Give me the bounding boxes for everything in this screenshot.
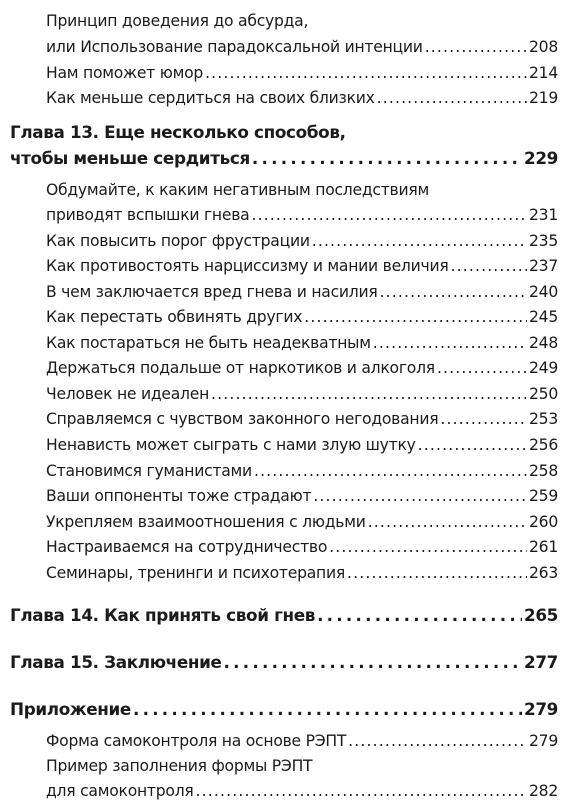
chapter-14-heading bbox=[10, 605, 558, 625]
toc-entry-title: Ненависть может сыграть с нами злую шутку bbox=[46, 436, 416, 454]
chapter-page-number: 279 bbox=[524, 699, 558, 719]
toc-entry-opponents bbox=[46, 487, 558, 505]
chapter-title: Глава 13. Еще несколько способов, bbox=[10, 122, 346, 142]
toc-entry-self-control bbox=[46, 782, 558, 800]
chapter-title: Глава 15. Заключение bbox=[10, 652, 222, 672]
toc-entry-title: Пример заполнения формы РЭПТ bbox=[46, 757, 313, 775]
toc-entry-paradoxical-intention bbox=[46, 38, 558, 56]
toc-page-number: 240 bbox=[528, 283, 558, 301]
toc-entry-not-inadequate bbox=[46, 334, 558, 352]
toc-entry-title: Ваши оппоненты тоже страдают bbox=[46, 487, 312, 505]
toc-page-number: 260 bbox=[528, 513, 558, 531]
dot-leader bbox=[252, 148, 522, 168]
toc-entry-humor bbox=[46, 64, 558, 82]
toc-entry-rept-form bbox=[46, 732, 558, 750]
dot-leader bbox=[304, 308, 527, 326]
dot-leader bbox=[251, 206, 527, 224]
toc-entry-title: Как перестать обвинять других bbox=[46, 308, 303, 326]
dot-leader bbox=[377, 89, 527, 107]
toc-entry-stop-blaming bbox=[46, 308, 558, 326]
toc-entry-loved-ones bbox=[46, 89, 558, 107]
dot-leader bbox=[368, 513, 527, 531]
dot-leader bbox=[133, 699, 522, 719]
toc-page-number: 261 bbox=[528, 538, 558, 556]
toc-entry-title: Принцип доведения до абсурда, bbox=[46, 12, 309, 30]
dot-leader bbox=[440, 410, 527, 428]
chapter-13-heading-line-1 bbox=[10, 122, 558, 142]
dot-leader bbox=[313, 487, 527, 505]
dot-leader bbox=[373, 334, 527, 352]
toc-page-number: 219 bbox=[528, 89, 558, 107]
dot-leader bbox=[380, 283, 527, 301]
toc-entry-title: Укрепляем взаимоотношения с людьми bbox=[46, 513, 366, 531]
toc-entry-title: Семинары, тренинги и психотерапия bbox=[46, 564, 345, 582]
toc-entry-absurd-principle bbox=[46, 12, 558, 30]
toc-entry-title: Справляемся с чувством законного негодования bbox=[46, 410, 439, 428]
toc-page-number: 237 bbox=[528, 257, 558, 275]
toc-entry-hatred bbox=[46, 436, 558, 454]
dot-leader bbox=[348, 732, 527, 750]
toc-page-number: 258 bbox=[528, 462, 558, 480]
toc-page-number: 245 bbox=[528, 308, 558, 326]
dot-leader bbox=[347, 564, 527, 582]
chapter-title: чтобы меньше сердиться bbox=[10, 148, 250, 168]
toc-entry-anger-outbursts bbox=[46, 206, 558, 224]
toc-entry-title: Как повысить порог фрустрации bbox=[46, 232, 310, 250]
toc-entry-title: Держаться подальше от наркотиков и алкоголя bbox=[46, 359, 435, 377]
toc-entry-title: Как противостоять нарциссизму и мании величия bbox=[46, 257, 449, 275]
chapter-page-number: 229 bbox=[524, 148, 558, 168]
toc-entry-title: Нам поможет юмор bbox=[46, 64, 204, 82]
toc-page-number: 263 bbox=[528, 564, 558, 582]
toc-entry-title: Человек не идеален bbox=[46, 385, 210, 403]
dot-leader bbox=[224, 652, 522, 672]
toc-page-number: 279 bbox=[528, 732, 558, 750]
toc-entry-title: приводят вспышки гнева bbox=[46, 206, 250, 224]
toc-page-number: 231 bbox=[528, 206, 558, 224]
toc-entry-not-ideal bbox=[46, 385, 558, 403]
toc-entry-humanists bbox=[46, 462, 558, 480]
dot-leader bbox=[312, 232, 527, 250]
toc-page-number: 256 bbox=[528, 436, 558, 454]
dot-leader bbox=[254, 462, 527, 480]
toc-page-number: 253 bbox=[528, 410, 558, 428]
toc-entry-rept-example bbox=[46, 757, 558, 775]
chapter-page-number: 277 bbox=[524, 652, 558, 672]
dot-leader bbox=[451, 257, 527, 275]
toc-entry-cooperation bbox=[46, 538, 558, 556]
dot-leader bbox=[425, 38, 527, 56]
chapter-title: Приложение bbox=[10, 699, 131, 719]
dot-leader bbox=[437, 359, 527, 377]
dot-leader bbox=[205, 64, 527, 82]
toc-entry-title: Как постараться не быть неадекватным bbox=[46, 334, 371, 352]
toc-page-number: 282 bbox=[528, 782, 558, 800]
chapter-title: Глава 14. Как принять свой гнев bbox=[10, 605, 316, 625]
toc-entry-relationships bbox=[46, 513, 558, 531]
toc-page-number: 208 bbox=[528, 38, 558, 56]
toc-entry-seminars bbox=[46, 564, 558, 582]
toc-entry-title: Как меньше сердиться на своих близких bbox=[46, 89, 375, 107]
toc-entry-title: В чем заключается вред гнева и насилия bbox=[46, 283, 378, 301]
toc-entry-narcissism bbox=[46, 257, 558, 275]
dot-leader bbox=[196, 782, 527, 800]
toc-page-number: 249 bbox=[528, 359, 558, 377]
toc-entry-title: Форма самоконтроля на основе РЭПТ bbox=[46, 732, 347, 750]
toc-entry-title: для самоконтроля bbox=[46, 782, 194, 800]
dot-leader bbox=[329, 538, 527, 556]
chapter-15-heading bbox=[10, 652, 558, 672]
toc-entry-consequences bbox=[46, 181, 558, 199]
dot-leader bbox=[418, 436, 527, 454]
chapter-13-heading-line-2 bbox=[10, 148, 558, 168]
dot-leader bbox=[317, 605, 522, 625]
toc-entry-indignation bbox=[46, 410, 558, 428]
toc-page-number: 259 bbox=[528, 487, 558, 505]
dot-leader bbox=[211, 385, 527, 403]
toc-entry-title: Обдумайте, к каким негативным последствиям bbox=[46, 181, 430, 199]
toc-entry-title: или Использование парадоксальной интенции bbox=[46, 38, 423, 56]
toc-page-number: 214 bbox=[528, 64, 558, 82]
toc-page-number: 248 bbox=[528, 334, 558, 352]
toc-page-number: 250 bbox=[528, 385, 558, 403]
chapter-page-number: 265 bbox=[524, 605, 558, 625]
toc-entry-title: Становимся гуманистами bbox=[46, 462, 252, 480]
appendix-heading bbox=[10, 699, 558, 719]
toc-entry-harm-of-anger bbox=[46, 283, 558, 301]
toc-entry-frustration-threshold bbox=[46, 232, 558, 250]
toc-page-number: 235 bbox=[528, 232, 558, 250]
toc-entry-drugs-alcohol bbox=[46, 359, 558, 377]
toc-entry-title: Настраиваемся на сотрудничество bbox=[46, 538, 328, 556]
